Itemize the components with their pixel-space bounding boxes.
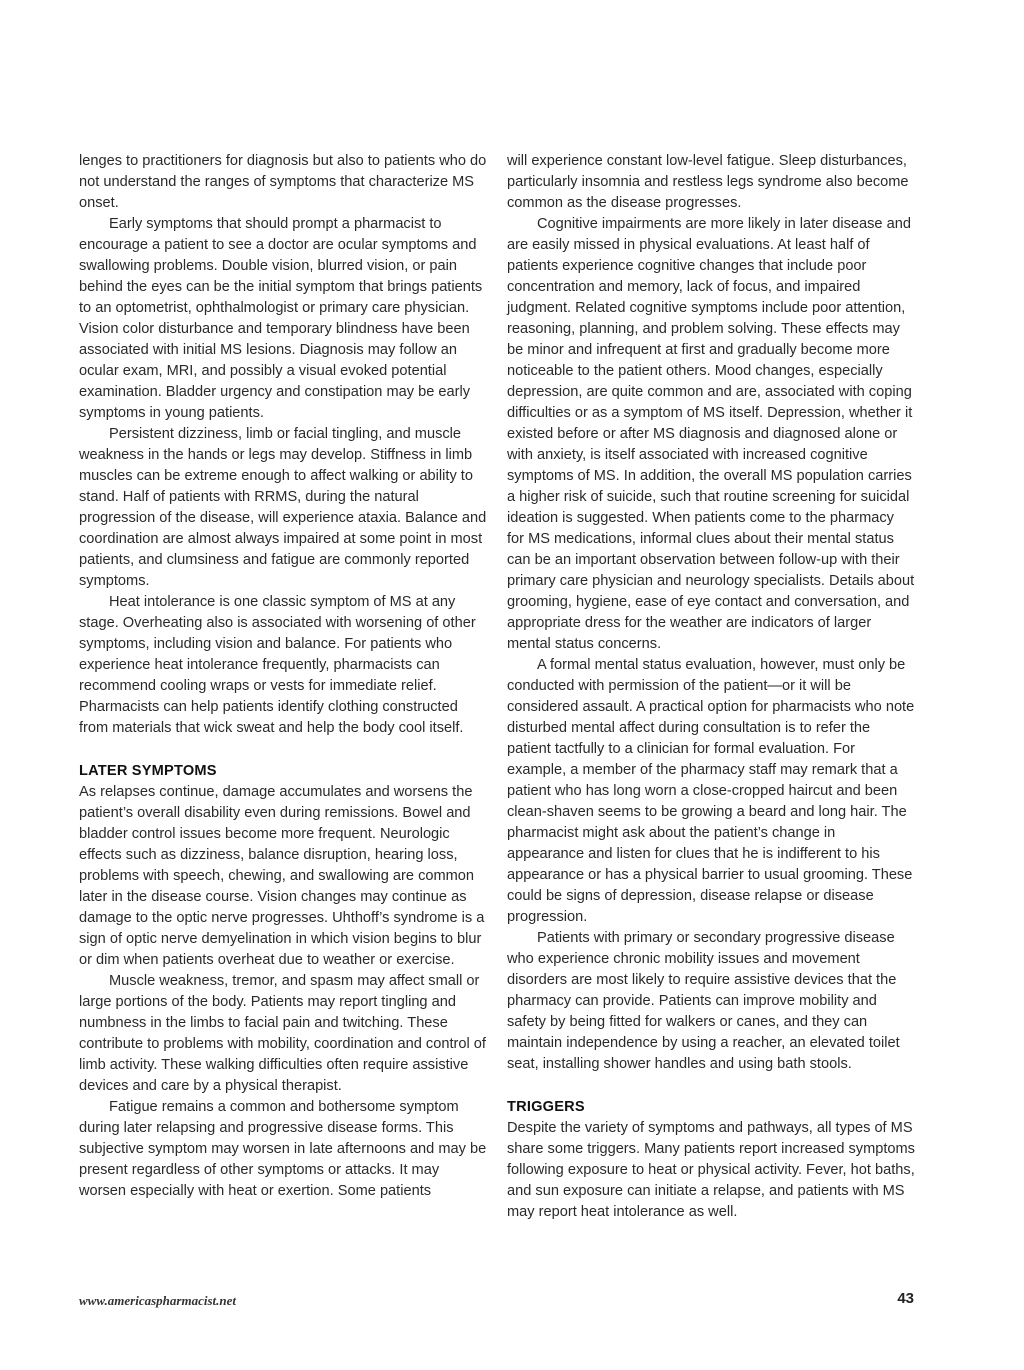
paragraph: Despite the variety of symptoms and pathways, all types of MS share some triggers. Many patients report increased symptoms following exposure to heat or physical activity. Fever, hot baths, and sun exposure can initiate a relapse, and patients with MS may report heat intolerance as well. bbox=[507, 1120, 915, 1220]
left-column bbox=[79, 151, 487, 1202]
paragraph: Patients with primary or secondary progressive disease who experience chronic mobility issues and movement disorders are most likely to require assistive devices that the pharmacy can provide. Patients can improve mobility and safety by being fitted for walkers or canes, and they can maintain independence by using a reacher, an elevated toilet seat, installing shower handles and using bath stools. bbox=[507, 930, 900, 1072]
paragraph: A formal mental status evaluation, however, must only be conducted with permission of the patient—or it will be considered assault. A practical option for pharmacists who note disturbed mental affect during consultation is to refer the patient tactfully to a clinician for formal evaluation. For example, a member of the pharmacy staff may remark that a patient who has long worn a close-cropped haircut and been clean-shaven seems to be growing a beard and long hair. The pharmacist might ask about the patient’s change in appearance and listen for clues that he is indifferent to his appearance or has a physical barrier to usual grooming. These could be signs of depression, disease relapse or disease progression. bbox=[507, 657, 915, 925]
paragraph: Heat intolerance is one classic symptom of MS at any stage. Overheating also is associated with worsening of other symptoms, including vision and balance. For patients who experience heat intolerance frequently, pharmacists can recommend cooling wraps or vests for immediate relief. Pharmacists can help patients identify clothing constructed from materials that wick sweat and help the body cool itself. bbox=[79, 594, 476, 736]
paragraph: Persistent dizziness, limb or facial tingling, and muscle weakness in the hands or legs may develop. Stiffness in limb muscles can be extreme enough to affect walking or ability to stand. Half of patients with RRMS, during the natural progression of the disease, will experience ataxia. Balance and coordination are almost always impaired at some point in most patients, and clumsiness and fatigue are commonly reported symptoms. bbox=[79, 426, 487, 589]
paragraph: Early symptoms that should prompt a pharmacist to encourage a patient to see a doctor are ocular symptoms and swallowing problems. Double vision, blurred vision, or pain behind the eyes can be the initial symptom that brings patients to an optometrist, ophthalmologist or primary care physician. Vision color disturbance and temporary blindness have been associated with initial MS lesions. Diagnosis may follow an ocular exam, MRI, and possibly a visual evoked potential examination. Bladder urgency and constipation may be early symptoms in young patients. bbox=[79, 216, 483, 421]
paragraph: will experience constant low-level fatigue. Sleep disturbances, particularly insomnia and restless legs syndrome also become common as the disease progresses. bbox=[507, 153, 909, 211]
paragraph: lenges to practitioners for diagnosis but also to patients who do not understand the ranges of symptoms that characterize MS onset. bbox=[79, 153, 487, 211]
section-heading-triggers: TRIGGERS bbox=[507, 1099, 585, 1115]
right-column bbox=[507, 151, 915, 1223]
footer-url: www.americaspharmacist.net bbox=[79, 1293, 236, 1308]
paragraph: Fatigue remains a common and bothersome symptom during later relapsing and progressive disease forms. This subjective symptom may worsen in late afternoons and may be present regardless of other symptoms or attacks. It may worsen especially with heat or exertion. Some patients bbox=[79, 1099, 487, 1199]
paragraph: Cognitive impairments are more likely in later disease and are easily missed in physical evaluations. At least half of patients experience cognitive changes that include poor concentration and memory, lack of focus, and impaired judgment. Related cognitive symptoms include poor attention, reasoning, planning, and problem solving. These effects may be minor and infrequent at first and gradually become more noticeable to the patient others. Mood changes, especially depression, are quite common and are, associated with coping difficulties or as a symptom of MS itself. Depression, whether it existed before or after MS diagnosis and diagnosed alone or with anxiety, is itself associated with increased cognitive symptoms of MS. In addition, the overall MS population carries a higher risk of suicide, such that routine screening for suicidal ideation is suggested. When patients come to the pharmacy for MS medications, informal clues about their mental status can be an important observation between follow-up with their primary care physician and neurology specialists. Details about grooming, hygiene, ease of eye contact and conversation, and appropriate dress for the weather are indicators of larger mental status concerns. bbox=[507, 216, 915, 652]
paragraph: Muscle weakness, tremor, and spasm may affect small or large portions of the body. Patients may report tingling and numbness in the limbs to facial pain and twitching. These contribute to problems with mobility, coordination and control of limb activity. These walking difficulties often require assistive devices and care by a physical therapist. bbox=[79, 973, 486, 1094]
paragraph: As relapses continue, damage accumulates and worsens the patient’s overall disability even during remissions. Bowel and bladder control issues become more frequent. Neurologic effects such as dizziness, balance disruption, hearing loss, problems with speech, chewing, and swallowing are common later in the disease course. Vision changes may continue as damage to the optic nerve progresses. Uhthoff’s syndrome is a sign of optic nerve demyelination in which vision begins to blur or dim when patients overheat due to weather or exercise. bbox=[79, 784, 485, 968]
page-number: 43 bbox=[897, 1290, 914, 1307]
section-heading-later-symptoms: LATER SYMPTOMS bbox=[79, 763, 217, 779]
